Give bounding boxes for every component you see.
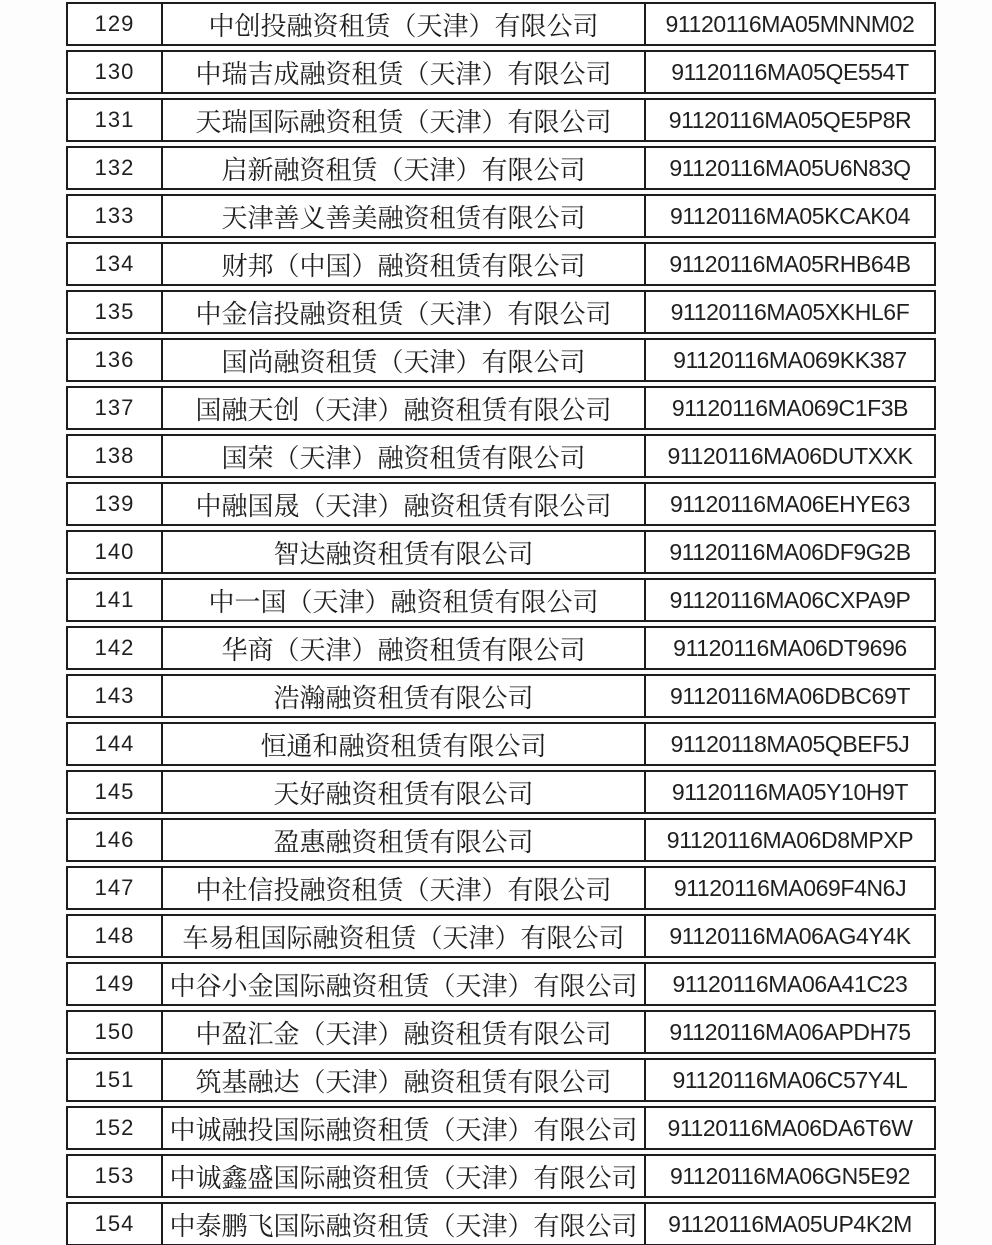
row-number-cell: 144 (66, 722, 163, 766)
credit-code-cell: 91120116MA06DBC69T (646, 674, 936, 718)
row-number-cell: 146 (66, 818, 163, 862)
table-row (66, 50, 936, 94)
credit-code-cell: 91120116MA05XKHL6F (646, 290, 936, 334)
table-row (66, 1010, 936, 1054)
table-row (66, 338, 936, 382)
credit-code-cell: 91120116MA06CXPA9P (646, 578, 936, 622)
table-row (66, 386, 936, 430)
row-number-cell: 151 (66, 1058, 163, 1102)
row-number-cell: 132 (66, 146, 163, 190)
company-name-cell: 华商（天津）融资租赁有限公司 (163, 626, 646, 670)
row-number-cell: 138 (66, 434, 163, 478)
table-row (66, 1202, 936, 1245)
company-name-cell: 中盈汇金（天津）融资租赁有限公司 (163, 1010, 646, 1054)
credit-code-cell: 91120116MA05QE5P8R (646, 98, 936, 142)
credit-code-cell: 91120116MA06DT9696 (646, 626, 936, 670)
row-number-cell: 139 (66, 482, 163, 526)
credit-code-cell: 91120116MA069KK387 (646, 338, 936, 382)
credit-code-cell: 91120116MA05MNNM02 (646, 2, 936, 46)
credit-code-cell: 91120116MA05RHB64B (646, 242, 936, 286)
table-row (66, 1058, 936, 1102)
company-name-cell: 中瑞吉成融资租赁（天津）有限公司 (163, 50, 646, 94)
credit-code-cell: 91120116MA05QE554T (646, 50, 936, 94)
row-number-cell: 133 (66, 194, 163, 238)
table-row (66, 770, 936, 814)
credit-code-cell: 91120116MA06D8MPXP (646, 818, 936, 862)
table-row (66, 242, 936, 286)
row-number-cell: 136 (66, 338, 163, 382)
credit-code-cell: 91120116MA06DF9G2B (646, 530, 936, 574)
row-number-cell: 134 (66, 242, 163, 286)
credit-code-cell: 91120116MA05KCAK04 (646, 194, 936, 238)
row-number-cell: 152 (66, 1106, 163, 1150)
row-number-cell: 135 (66, 290, 163, 334)
company-name-cell: 财邦（中国）融资租赁有限公司 (163, 242, 646, 286)
credit-code-cell: 91120116MA06GN5E92 (646, 1154, 936, 1198)
company-name-cell: 天瑞国际融资租赁（天津）有限公司 (163, 98, 646, 142)
table-row (66, 2, 936, 46)
credit-code-cell: 91120116MA06DUTXXK (646, 434, 936, 478)
table-row (66, 530, 936, 574)
company-name-cell: 筑基融达（天津）融资租赁有限公司 (163, 1058, 646, 1102)
credit-code-cell: 91120116MA06AG4Y4K (646, 914, 936, 958)
credit-code-cell: 91120116MA069F4N6J (646, 866, 936, 910)
company-table (66, 2, 936, 1245)
row-number-cell: 143 (66, 674, 163, 718)
table-row (66, 434, 936, 478)
table-row (66, 146, 936, 190)
credit-code-cell: 91120116MA06DA6T6W (646, 1106, 936, 1150)
table-row (66, 1154, 936, 1198)
company-name-cell: 中诚鑫盛国际融资租赁（天津）有限公司 (163, 1154, 646, 1198)
row-number-cell: 130 (66, 50, 163, 94)
credit-code-cell: 91120116MA05Y10H9T (646, 770, 936, 814)
company-name-cell: 中创投融资租赁（天津）有限公司 (163, 2, 646, 46)
credit-code-cell: 91120116MA05UP4K2M (646, 1202, 936, 1245)
company-name-cell: 浩瀚融资租赁有限公司 (163, 674, 646, 718)
table-row (66, 962, 936, 1006)
table-row (66, 866, 936, 910)
table-row (66, 818, 936, 862)
company-name-cell: 中融国晟（天津）融资租赁有限公司 (163, 482, 646, 526)
credit-code-cell: 91120116MA06C57Y4L (646, 1058, 936, 1102)
company-name-cell: 国尚融资租赁（天津）有限公司 (163, 338, 646, 382)
table-row (66, 674, 936, 718)
table-row (66, 722, 936, 766)
company-name-cell: 中一国（天津）融资租赁有限公司 (163, 578, 646, 622)
row-number-cell: 141 (66, 578, 163, 622)
company-name-cell: 启新融资租赁（天津）有限公司 (163, 146, 646, 190)
credit-code-cell: 91120116MA06EHYE63 (646, 482, 936, 526)
row-number-cell: 154 (66, 1202, 163, 1245)
company-name-cell: 中谷小金国际融资租赁（天津）有限公司 (163, 962, 646, 1006)
row-number-cell: 153 (66, 1154, 163, 1198)
company-name-cell: 天好融资租赁有限公司 (163, 770, 646, 814)
table-row (66, 482, 936, 526)
table-row (66, 194, 936, 238)
credit-code-cell: 91120116MA069C1F3B (646, 386, 936, 430)
company-name-cell: 中金信投融资租赁（天津）有限公司 (163, 290, 646, 334)
company-name-cell: 中社信投融资租赁（天津）有限公司 (163, 866, 646, 910)
row-number-cell: 150 (66, 1010, 163, 1054)
company-name-cell: 盈惠融资租赁有限公司 (163, 818, 646, 862)
row-number-cell: 145 (66, 770, 163, 814)
row-number-cell: 140 (66, 530, 163, 574)
credit-code-cell: 91120118MA05QBEF5J (646, 722, 936, 766)
company-name-cell: 智达融资租赁有限公司 (163, 530, 646, 574)
company-name-cell: 中诚融投国际融资租赁（天津）有限公司 (163, 1106, 646, 1150)
company-name-cell: 车易租国际融资租赁（天津）有限公司 (163, 914, 646, 958)
table-row (66, 1106, 936, 1150)
company-name-cell: 天津善义善美融资租赁有限公司 (163, 194, 646, 238)
company-name-cell: 恒通和融资租赁有限公司 (163, 722, 646, 766)
table-row (66, 290, 936, 334)
row-number-cell: 137 (66, 386, 163, 430)
credit-code-cell: 91120116MA06APDH75 (646, 1010, 936, 1054)
row-number-cell: 147 (66, 866, 163, 910)
row-number-cell: 142 (66, 626, 163, 670)
table-row (66, 578, 936, 622)
table-row (66, 626, 936, 670)
table-row (66, 914, 936, 958)
company-name-cell: 国荣（天津）融资租赁有限公司 (163, 434, 646, 478)
row-number-cell: 129 (66, 2, 163, 46)
credit-code-cell: 91120116MA05U6N83Q (646, 146, 936, 190)
table-row (66, 98, 936, 142)
row-number-cell: 131 (66, 98, 163, 142)
row-number-cell: 148 (66, 914, 163, 958)
row-number-cell: 149 (66, 962, 163, 1006)
company-name-cell: 国融天创（天津）融资租赁有限公司 (163, 386, 646, 430)
company-name-cell: 中泰鹏飞国际融资租赁（天津）有限公司 (163, 1202, 646, 1245)
credit-code-cell: 91120116MA06A41C23 (646, 962, 936, 1006)
